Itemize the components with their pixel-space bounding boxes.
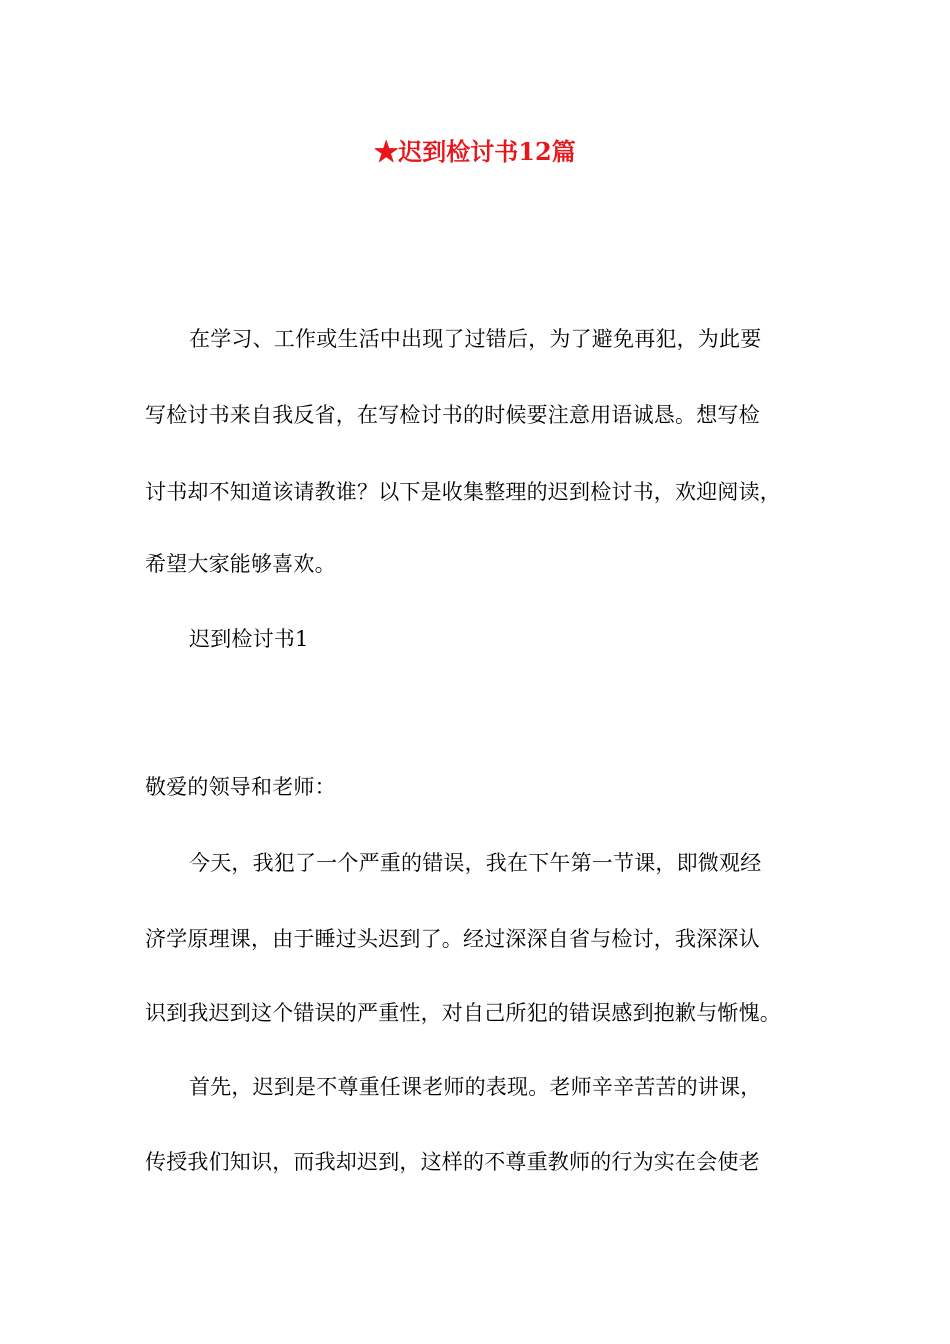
paragraph-line: 讨书却不知道该请教谁？以下是收集整理的迟到检讨书，欢迎阅读， bbox=[145, 480, 781, 504]
paragraph-line: 今天，我犯了一个严重的错误，我在下午第一节课，即微观经 bbox=[189, 851, 762, 875]
paragraph-line: 传授我们知识，而我却迟到，这样的不尊重教师的行为实在会使老 bbox=[145, 1150, 760, 1174]
paragraph-line: 写检讨书来自我反省，在写检讨书的时候要注意用语诚恳。想写检 bbox=[145, 403, 760, 427]
salutation: 敬爱的领导和老师： bbox=[145, 775, 336, 799]
paragraph-line: 希望大家能够喜欢。 bbox=[145, 552, 336, 576]
paragraph-line: 济学原理课，由于睡过头迟到了。经过深深自省与检讨，我深深认 bbox=[145, 927, 760, 951]
paragraph-line: 首先，迟到是不尊重任课老师的表现。老师辛辛苦苦的讲课， bbox=[189, 1075, 762, 1099]
document-title: ★迟到检讨书12篇 bbox=[374, 137, 576, 166]
paragraph-line: 在学习、工作或生活中出现了过错后，为了避免再犯，为此要 bbox=[189, 327, 762, 351]
paragraph-line: 识到我迟到这个错误的严重性，对自己所犯的错误感到抱歉与惭愧。 bbox=[145, 1001, 781, 1025]
section-heading: 迟到检讨书1 bbox=[189, 627, 309, 651]
